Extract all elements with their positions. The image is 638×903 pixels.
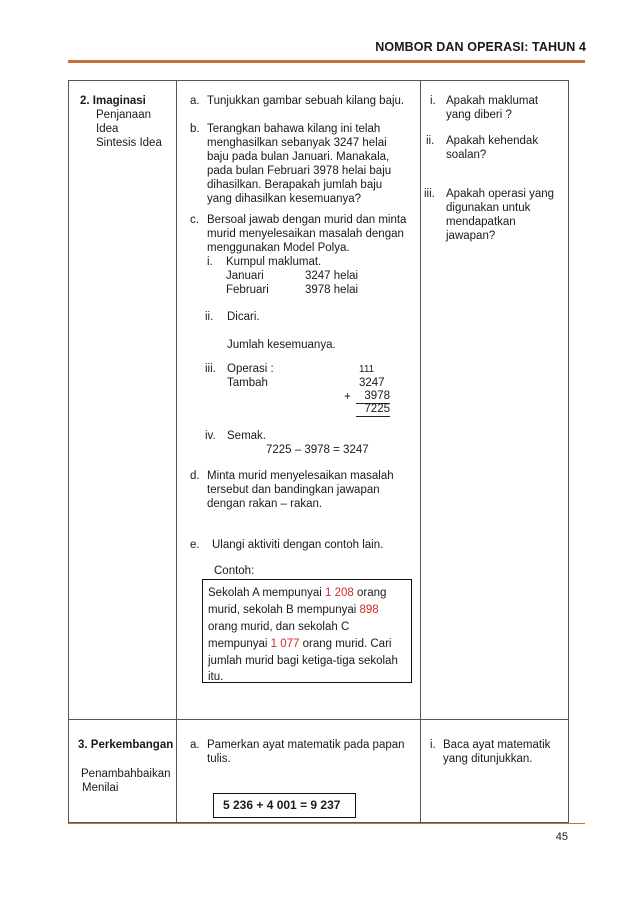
number-school-b: 898 — [359, 604, 379, 616]
sum-result: 7225 — [356, 403, 390, 417]
activity-d-line: dengan rakan – rakan. — [207, 498, 323, 510]
check-equation: 7225 – 3978 = 3247 — [266, 444, 369, 456]
example-line-2: murid, sekolah B mempunyai 898 — [208, 604, 379, 616]
question-line: jawapan? — [446, 230, 496, 242]
stage-sub-3: Sintesis Idea — [96, 137, 162, 149]
month-value: 3978 helai — [305, 284, 359, 296]
row3-question-line: yang ditunjukkan. — [443, 753, 533, 765]
row3-activity-line: Pamerkan ayat matematik pada papan — [207, 739, 405, 751]
activity-c-line: Bersoal jawab dengan murid dan minta — [207, 214, 407, 226]
activity-d-line: Minta murid menyelesaikan masalah — [207, 470, 394, 482]
example-line-3: orang murid, dan sekolah C — [208, 621, 350, 633]
page-number: 45 — [555, 831, 568, 843]
row-divider — [68, 719, 569, 720]
example-line-1: Sekolah A mempunyai 1 208 orang — [208, 587, 387, 599]
step-iii-label: Operasi : — [227, 363, 274, 375]
example-line-6: itu. — [208, 671, 224, 683]
question-marker: iii. — [424, 188, 435, 200]
row3-question-line: Baca ayat matematik — [443, 739, 551, 751]
plus-sign: + — [344, 391, 351, 403]
number-school-a: 1 208 — [325, 587, 354, 599]
step-iii-marker: iii. — [205, 363, 216, 375]
addend-2: 3978 — [356, 390, 390, 404]
footer-rule — [68, 823, 585, 824]
activity-b-line: baju pada bulan Januari. Manakala, — [207, 151, 390, 163]
question-line: Apakah operasi yang — [446, 188, 555, 200]
step-iv-label: Semak. — [227, 430, 266, 442]
activity-b-line: menghasilkan sebanyak 3247 helai — [207, 137, 387, 149]
activity-d-marker: d. — [190, 470, 200, 482]
stage-sub-1: Penambahbaikan — [81, 768, 171, 780]
stage-title-perkembangan: 3. Perkembangan — [78, 739, 174, 751]
addend-1: 3247 — [359, 377, 385, 389]
activity-e-marker: e. — [190, 539, 200, 551]
step-ii-marker: ii. — [205, 311, 214, 323]
number-school-c: 1 077 — [270, 638, 300, 650]
activity-b-marker: b. — [190, 123, 200, 135]
question-line: yang diberi ? — [446, 109, 512, 121]
contoh-label: Contoh: — [214, 565, 255, 577]
stage-title-imaginasi: 2. Imaginasi — [80, 95, 146, 107]
question-line: soalan? — [446, 149, 487, 161]
carry-digits: 111 — [359, 364, 375, 375]
step-iii-operation: Tambah — [227, 377, 268, 389]
stage-sub-2: Idea — [96, 123, 119, 135]
activity-c-line: murid menyelesaikan masalah dengan — [207, 228, 404, 240]
row3-activity-line: tulis. — [207, 753, 231, 765]
question-line: Apakah kehendak — [446, 135, 539, 147]
math-sentence-box: 5 236 + 4 001 = 9 237 — [213, 793, 356, 818]
header-rule — [68, 60, 585, 63]
question-marker: ii. — [426, 135, 435, 147]
step-ii-detail: Jumlah kesemuanya. — [227, 339, 336, 351]
example-line-5: jumlah murid bagi ketiga-tiga sekolah — [208, 655, 398, 667]
activity-d-line: tersebut dan bandingkan jawapan — [207, 484, 380, 496]
month-value: 3247 helai — [305, 270, 359, 282]
column-divider-1 — [176, 80, 177, 823]
question-line: digunakan untuk — [446, 202, 531, 214]
page-header-title: NOMBOR DAN OPERASI: TAHUN 4 — [375, 40, 586, 54]
step-ii-label: Dicari. — [227, 311, 260, 323]
activity-b-line: yang dihasilkan kesemuanya? — [207, 193, 362, 205]
stage-sub-2: Menilai — [82, 782, 119, 794]
question-line: Apakah maklumat — [446, 95, 539, 107]
column-divider-2 — [420, 80, 421, 823]
row3-activity-marker: a. — [190, 739, 200, 751]
row3-question-marker: i. — [430, 739, 436, 751]
step-i-marker: i. — [207, 256, 213, 268]
activity-e-text: Ulangi aktiviti dengan contoh lain. — [212, 539, 384, 551]
step-i-label: Kumpul maklumat. — [226, 256, 322, 268]
stage-sub-1: Penjanaan — [96, 109, 151, 121]
activity-b-line: Terangkan bahawa kilang ini telah — [207, 123, 381, 135]
activity-c-line: menggunakan Model Polya. — [207, 242, 350, 254]
activity-a-text: Tunjukkan gambar sebuah kilang baju. — [207, 95, 405, 107]
activity-b-line: pada bulan Februari 3978 helai baju — [207, 165, 392, 177]
activity-b-line: dihasilkan. Berapakah jumlah baju — [207, 179, 383, 191]
activity-c-marker: c. — [190, 214, 199, 226]
step-iv-marker: iv. — [205, 430, 216, 442]
example-line-4: mempunyai 1 077 orang murid. Cari — [208, 638, 392, 650]
question-marker: i. — [430, 95, 436, 107]
month-label: Februari — [226, 284, 269, 296]
month-label: Januari — [226, 270, 264, 282]
activity-a-marker: a. — [190, 95, 200, 107]
question-line: mendapatkan — [446, 216, 516, 228]
